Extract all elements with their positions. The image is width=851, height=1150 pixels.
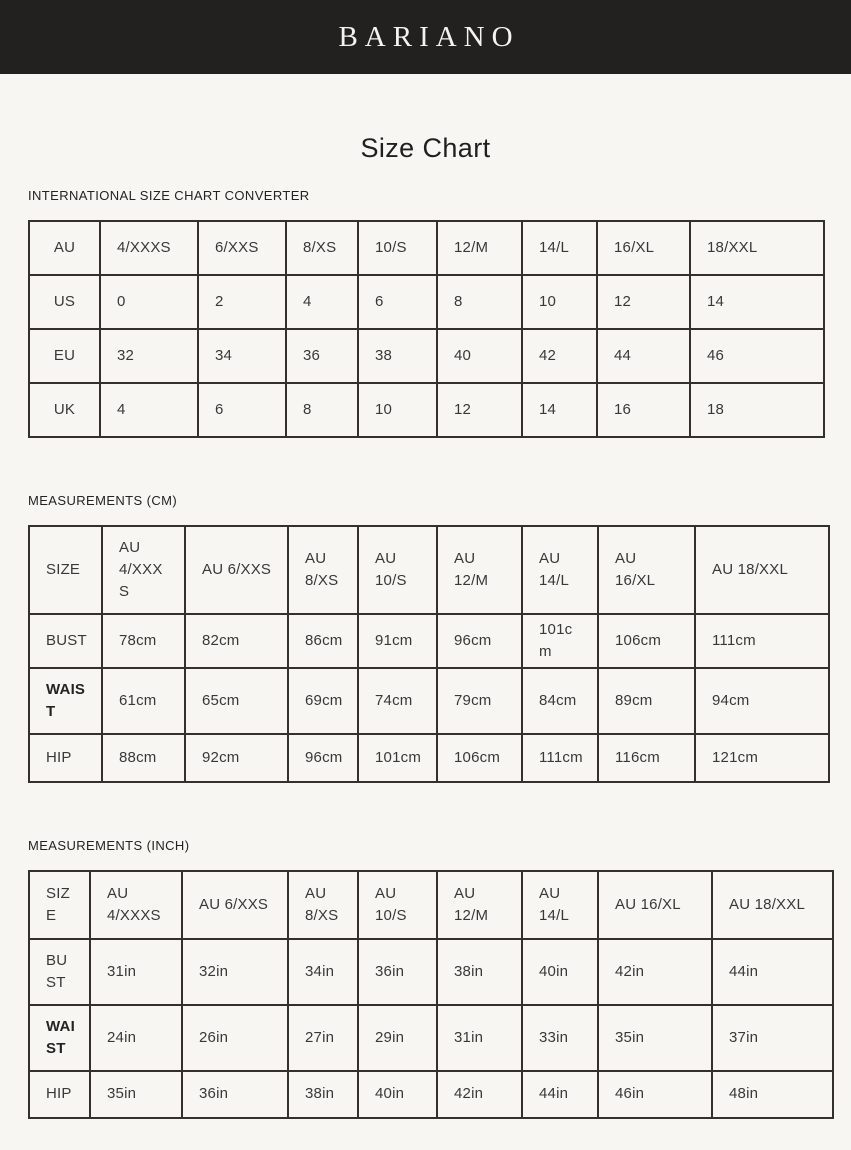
value-cell: 42in: [437, 1071, 522, 1118]
value-cell: 32: [100, 329, 198, 383]
value-cell: 10: [522, 275, 597, 329]
value-cell: 89cm: [598, 668, 695, 734]
value-cell: 33in: [522, 1005, 598, 1071]
value-cell: 27in: [288, 1005, 358, 1071]
value-cell: 48in: [712, 1071, 833, 1118]
value-cell: 38: [358, 329, 437, 383]
value-cell: 32in: [182, 939, 288, 1005]
value-cell: 40: [437, 329, 522, 383]
value-cell: AU 4/XXXS: [90, 871, 182, 939]
value-cell: 16/XL: [597, 221, 690, 275]
value-cell: 4: [286, 275, 358, 329]
value-cell: 34: [198, 329, 286, 383]
page-title: Size Chart: [360, 133, 491, 163]
row-label-cell: SIZE: [29, 526, 102, 614]
row-label-cell: BUST: [29, 614, 102, 668]
value-cell: 31in: [437, 1005, 522, 1071]
brand-logo[interactable]: BARIANO: [338, 20, 520, 53]
table-row: [29, 275, 824, 329]
row-label-cell: US: [29, 275, 100, 329]
value-cell: 35in: [598, 1005, 712, 1071]
section-label-international: INTERNATIONAL SIZE CHART CONVERTER: [28, 188, 310, 203]
value-cell: AU 8/XS: [288, 871, 358, 939]
value-cell: 37in: [712, 1005, 833, 1071]
value-cell: 24in: [90, 1005, 182, 1071]
measurements-cm-section: [28, 494, 851, 783]
value-cell: 16: [597, 383, 690, 437]
value-cell: 2: [198, 275, 286, 329]
value-cell: 12: [437, 383, 522, 437]
value-cell: 36: [286, 329, 358, 383]
value-cell: 14: [690, 275, 824, 329]
table-row: [29, 668, 829, 734]
table-row: [29, 329, 824, 383]
value-cell: AU 10/S: [358, 526, 437, 614]
measurements-cm-table: [28, 525, 830, 783]
value-cell: AU 6/XXS: [182, 871, 288, 939]
value-cell: 8/XS: [286, 221, 358, 275]
row-label-cell: WAIST: [29, 1005, 90, 1071]
value-cell: 61cm: [102, 668, 185, 734]
site-header: [0, 0, 851, 74]
value-cell: 6: [358, 275, 437, 329]
table-row: [29, 383, 824, 437]
value-cell: 111cm: [522, 734, 598, 782]
value-cell: AU 8/XS: [288, 526, 358, 614]
value-cell: AU 14/L: [522, 871, 598, 939]
value-cell: 106cm: [437, 734, 522, 782]
value-cell: 29in: [358, 1005, 437, 1071]
value-cell: 36in: [182, 1071, 288, 1118]
measurements-inch-section: [28, 839, 851, 1119]
value-cell: 116cm: [598, 734, 695, 782]
value-cell: AU 4/XXXS: [102, 526, 185, 614]
value-cell: 18/XXL: [690, 221, 824, 275]
table-row: [29, 734, 829, 782]
value-cell: AU 16/XL: [598, 526, 695, 614]
table-row: [29, 871, 833, 939]
value-cell: AU 18/XXL: [712, 871, 833, 939]
value-cell: 46in: [598, 1071, 712, 1118]
international-size-section: [28, 189, 851, 438]
value-cell: 44: [597, 329, 690, 383]
value-cell: 12: [597, 275, 690, 329]
value-cell: 92cm: [185, 734, 288, 782]
international-size-table: [28, 220, 825, 438]
value-cell: 0: [100, 275, 198, 329]
value-cell: 88cm: [102, 734, 185, 782]
value-cell: 101cm: [358, 734, 437, 782]
value-cell: AU 14/L: [522, 526, 598, 614]
value-cell: 31in: [90, 939, 182, 1005]
value-cell: 35in: [90, 1071, 182, 1118]
table-row: [29, 939, 833, 1005]
value-cell: AU 12/M: [437, 526, 522, 614]
table-row: [29, 1005, 833, 1071]
value-cell: 10/S: [358, 221, 437, 275]
measurements-inch-table: [28, 870, 834, 1119]
row-label-cell: WAIST: [29, 668, 102, 734]
section-label-cm: MEASUREMENTS (CM): [28, 493, 178, 508]
value-cell: 44in: [522, 1071, 598, 1118]
value-cell: AU 10/S: [358, 871, 437, 939]
value-cell: 121cm: [695, 734, 829, 782]
table-row: [29, 526, 829, 614]
value-cell: 36in: [358, 939, 437, 1005]
value-cell: 86cm: [288, 614, 358, 668]
row-label-cell: SIZE: [29, 871, 90, 939]
value-cell: 69cm: [288, 668, 358, 734]
value-cell: 42in: [598, 939, 712, 1005]
row-label-cell: HIP: [29, 1071, 90, 1118]
size-chart-page: [0, 135, 851, 1119]
value-cell: 96cm: [437, 614, 522, 668]
value-cell: 65cm: [185, 668, 288, 734]
table-row: [29, 614, 829, 668]
value-cell: 8: [286, 383, 358, 437]
value-cell: 18: [690, 383, 824, 437]
value-cell: 40in: [522, 939, 598, 1005]
table-row: [29, 221, 824, 275]
row-label-cell: AU: [29, 221, 100, 275]
value-cell: 44in: [712, 939, 833, 1005]
value-cell: 38in: [437, 939, 522, 1005]
value-cell: 12/M: [437, 221, 522, 275]
value-cell: AU 12/M: [437, 871, 522, 939]
value-cell: 26in: [182, 1005, 288, 1071]
value-cell: 106cm: [598, 614, 695, 668]
value-cell: 14/L: [522, 221, 597, 275]
value-cell: 42: [522, 329, 597, 383]
value-cell: 40in: [358, 1071, 437, 1118]
value-cell: 74cm: [358, 668, 437, 734]
value-cell: 91cm: [358, 614, 437, 668]
row-label-cell: HIP: [29, 734, 102, 782]
value-cell: AU 6/XXS: [185, 526, 288, 614]
value-cell: 82cm: [185, 614, 288, 668]
value-cell: 6/XXS: [198, 221, 286, 275]
value-cell: 34in: [288, 939, 358, 1005]
row-label-cell: BUST: [29, 939, 90, 1005]
value-cell: AU 16/XL: [598, 871, 712, 939]
value-cell: 4/XXXS: [100, 221, 198, 275]
value-cell: 46: [690, 329, 824, 383]
value-cell: 79cm: [437, 668, 522, 734]
value-cell: 10: [358, 383, 437, 437]
value-cell: 111cm: [695, 614, 829, 668]
row-label-cell: EU: [29, 329, 100, 383]
value-cell: 4: [100, 383, 198, 437]
value-cell: 84cm: [522, 668, 598, 734]
section-label-inch: MEASUREMENTS (INCH): [28, 837, 190, 853]
value-cell: 8: [437, 275, 522, 329]
table-row: [29, 1071, 833, 1118]
row-label-cell: UK: [29, 383, 100, 437]
value-cell: 14: [522, 383, 597, 437]
value-cell: 6: [198, 383, 286, 437]
value-cell: 38in: [288, 1071, 358, 1118]
value-cell: 101cm: [522, 614, 598, 668]
value-cell: AU 18/XXL: [695, 526, 829, 614]
value-cell: 78cm: [102, 614, 185, 668]
value-cell: 96cm: [288, 734, 358, 782]
value-cell: 94cm: [695, 668, 829, 734]
